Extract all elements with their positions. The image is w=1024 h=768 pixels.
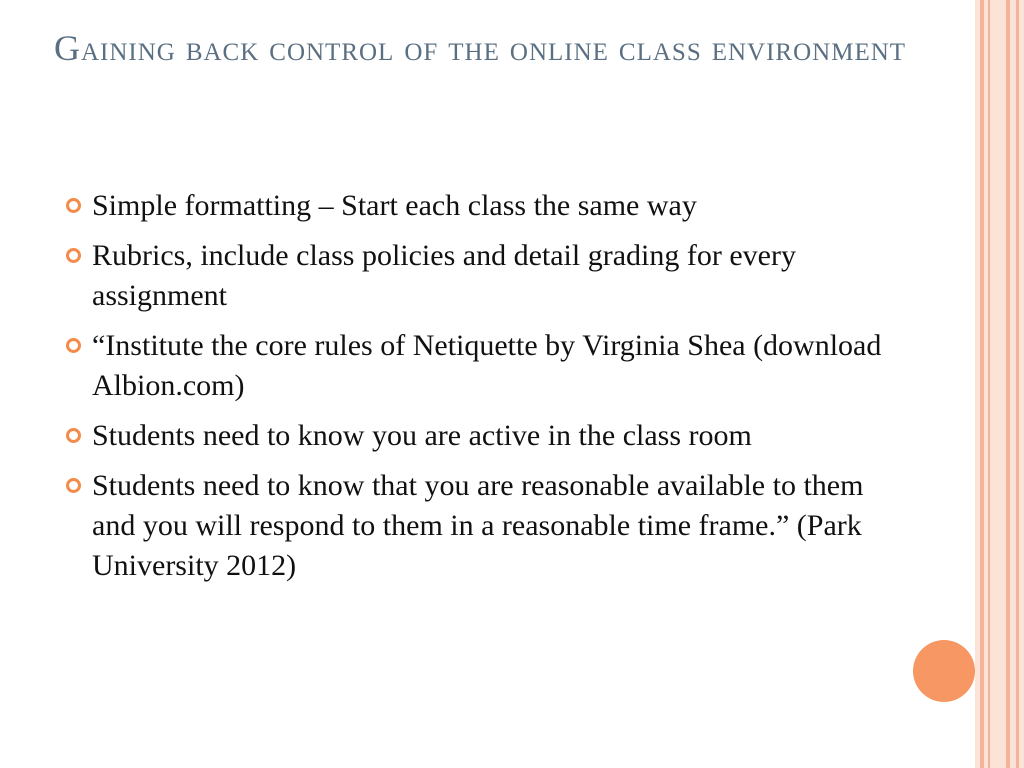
border-stripe — [1016, 0, 1019, 768]
border-stripe — [988, 0, 990, 768]
bullet-text: Students need to know you are active in the class room — [92, 419, 752, 452]
orange-circle-decoration — [913, 640, 975, 702]
bullet-icon — [66, 338, 81, 353]
bullet-icon — [66, 198, 81, 213]
bullet-list — [62, 186, 892, 596]
border-stripe — [980, 0, 984, 768]
bullet-item — [62, 416, 892, 456]
bullet-icon — [66, 248, 81, 263]
slide-title: Gaining back control of the online class environment — [53, 28, 907, 68]
bullet-text: Simple formatting – Start each class the same way — [92, 189, 697, 222]
bullet-item — [62, 466, 892, 586]
bullet-text: Rubrics, include class policies and detail grading for every assignment — [92, 239, 796, 312]
bullet-text: “Institute the core rules of Netiquette by Virginia Shea (download Albion.com) — [92, 329, 882, 402]
bullet-item — [62, 236, 892, 316]
border-stripe — [1006, 0, 1010, 768]
bullet-item — [62, 326, 892, 406]
bullet-icon — [66, 478, 81, 493]
bullet-item — [62, 186, 892, 226]
bullet-text: Students need to know that you are reasonable available to them and you will respond to them in a reasonable time frame.” (Park University 2012) — [92, 469, 864, 582]
bullet-icon — [66, 428, 81, 443]
